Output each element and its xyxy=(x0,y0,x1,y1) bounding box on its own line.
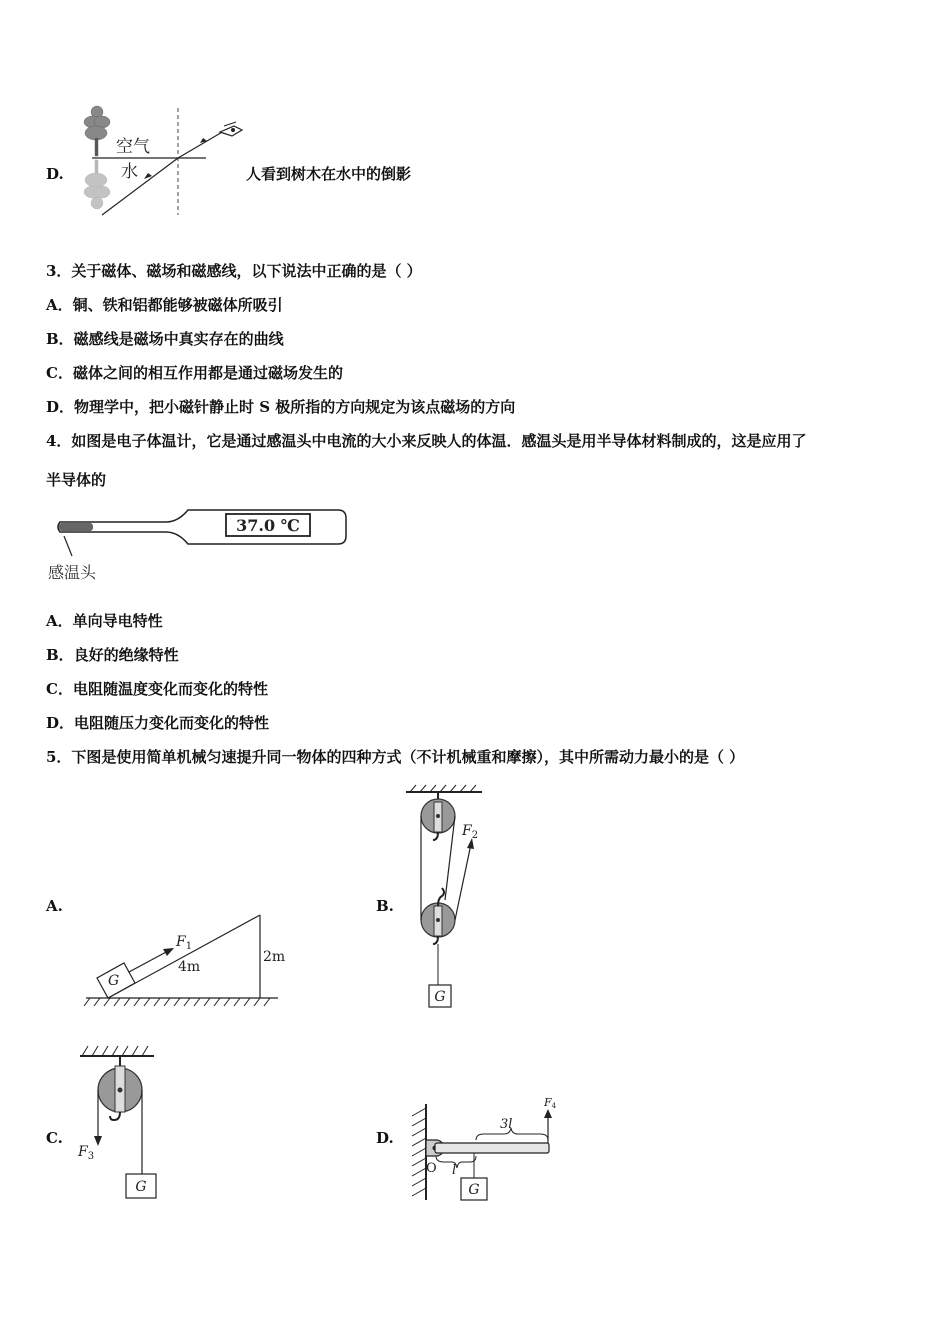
tree-icon xyxy=(84,106,110,156)
pulley-block-figure xyxy=(400,782,500,1014)
q2-option-d-label: D. xyxy=(46,165,64,183)
refraction-figure xyxy=(74,100,246,220)
short-arm-label: l xyxy=(452,1163,457,1178)
q4-option-c: C．电阻随温度变化而变化的特性 xyxy=(46,680,268,698)
force-label-b: $F_2$ xyxy=(462,823,479,841)
q4-option-a: A．单向导电特性 xyxy=(46,612,163,630)
air-label: 空气 xyxy=(116,137,150,157)
q3-stem: 3．关于磁体、磁场和磁感线，以下说法中正确的是（ ） xyxy=(46,262,422,280)
length-label: 4m xyxy=(178,959,201,975)
q5-stem: 5．下图是使用简单机械匀速提升同一物体的四种方式（不计机械重和摩擦），其中所需动力最小的是（ ） xyxy=(46,748,745,766)
pivot-label: O xyxy=(426,1161,437,1176)
q5-option-a-label: A. xyxy=(46,897,63,915)
q4-option-d: D．电阻随压力变化而变化的特性 xyxy=(46,714,270,732)
weight-label-a: G xyxy=(108,973,120,989)
thermometer-reading: 37.0 ℃ xyxy=(236,516,300,535)
weight-label-d: G xyxy=(468,1182,480,1198)
weight-label-c: G xyxy=(135,1179,147,1195)
lever-figure xyxy=(404,1096,574,1206)
tree-reflection-icon xyxy=(84,160,110,209)
lever-bar xyxy=(435,1143,549,1153)
height-label: 2m xyxy=(263,949,286,965)
q5-option-c-label: C. xyxy=(46,1129,63,1147)
force-label-a: $F_1$ xyxy=(176,934,193,952)
fixed-pulley-figure xyxy=(74,1036,164,1204)
probe-label: 感温头 xyxy=(48,563,97,582)
q3-option-c: C．磁体之间的相互作用都是通过磁场发生的 xyxy=(46,364,343,382)
force-label-d: F4 xyxy=(544,1096,557,1110)
weight-label-b: G xyxy=(434,989,446,1005)
q3-option-b: B．磁感线是磁场中真实存在的曲线 xyxy=(46,330,284,348)
water-label: 水 xyxy=(121,162,138,182)
q4-stem-line2: 半导体的 xyxy=(46,471,107,489)
thermometer-figure xyxy=(46,500,356,590)
q3-option-a: A．铜、铁和铝都能够被磁体所吸引 xyxy=(46,296,283,314)
q4-option-b: B．良好的绝缘特性 xyxy=(46,646,179,664)
eye-icon xyxy=(220,122,242,136)
inclined-plane-figure xyxy=(80,905,295,1015)
q4-stem-line1: 4．如图是电子体温计，它是通过感温头中电流的大小来反映人的体温．感温头是用半导体材料制成的，这是应用了 xyxy=(46,432,807,450)
q5-option-d-label: D. xyxy=(376,1129,394,1147)
q2-option-d-text: 人看到树木在水中的倒影 xyxy=(246,165,412,183)
long-arm-label: 3l xyxy=(500,1117,513,1132)
probe-tip xyxy=(59,523,93,531)
q3-option-d: D．物理学中，把小磁针静止时 S 极所指的方向规定为该点磁场的方向 xyxy=(46,398,516,416)
force-label-c: $F_3$ xyxy=(78,1144,95,1162)
q5-option-b-label: B. xyxy=(376,897,394,915)
